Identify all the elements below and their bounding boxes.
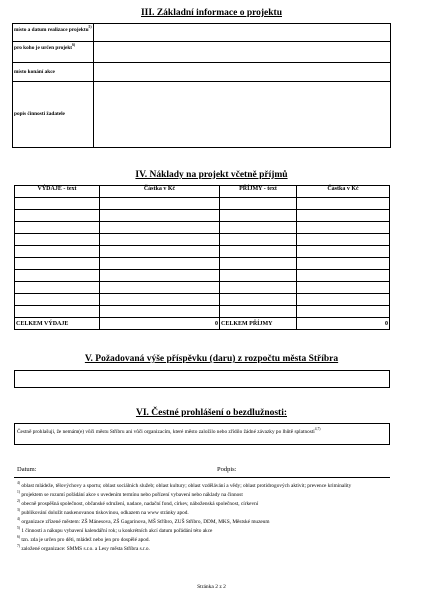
signature-divider xyxy=(14,477,390,478)
section4-title: IV. Náklady na projekt včetně příjmů xyxy=(135,170,288,180)
footnote-item xyxy=(17,543,389,552)
costs-row xyxy=(15,246,390,258)
footnote-text: projektem se rozumí pořádání akce s uvedením termínu nebo pořízení vybavení nebo náklady na činnost xyxy=(21,491,243,498)
section6-title: VI. Čestné prohlášení o bezdlužnosti: xyxy=(135,408,288,418)
costs-row xyxy=(15,234,390,246)
expense-amount-cell[interactable] xyxy=(100,294,220,306)
col-header-expenses: VÝDAJE - text xyxy=(15,186,100,198)
income-amount-cell[interactable] xyxy=(297,222,390,234)
info-label: pro koho je určen projekt$^{6)}$ xyxy=(13,42,94,63)
costs-row xyxy=(15,270,390,282)
income-text-cell[interactable] xyxy=(220,234,297,246)
costs-row xyxy=(15,294,390,306)
income-amount-cell[interactable] xyxy=(297,294,390,306)
total-expenses-value: 0 xyxy=(100,318,220,330)
costs-row xyxy=(15,306,390,318)
info-label: místo konání akce xyxy=(13,63,94,82)
col-header-amount: Částka v Kč xyxy=(297,186,390,198)
section5-title: V. Požadovaná výše příspěvku (daru) z rozpočtu města Stříbra xyxy=(84,354,339,364)
expense-amount-cell[interactable] xyxy=(100,246,220,258)
expense-text-cell[interactable] xyxy=(15,234,100,246)
income-amount-cell[interactable] xyxy=(297,270,390,282)
expense-amount-cell[interactable] xyxy=(100,258,220,270)
footnote-mark: 2) xyxy=(17,499,20,504)
footnote-mark: 3) xyxy=(17,508,20,513)
footnote-mark: 7) xyxy=(17,544,20,549)
expense-amount-cell[interactable] xyxy=(100,210,220,222)
declaration-box: Čestně prohlašuji, že nemám(e) vůči městu Stříbru ani vůči organizacím, které město založilo nebo zřídilo žádné závazky po lhůtě splatnosti$^{4,7)}$ xyxy=(14,423,390,445)
costs-row xyxy=(15,282,390,294)
requested-amount-field[interactable] xyxy=(14,370,390,388)
expense-text-cell[interactable] xyxy=(15,258,100,270)
footnote-item xyxy=(17,480,389,489)
info-value-field[interactable] xyxy=(94,63,391,82)
costs-total-row xyxy=(15,318,390,330)
income-text-cell[interactable] xyxy=(220,246,297,258)
expense-amount-cell[interactable] xyxy=(100,306,220,318)
expense-text-cell[interactable] xyxy=(15,246,100,258)
info-row-activity xyxy=(13,82,391,148)
footnote-text: publikování doložit naskenovanou tiskovinou, odkazem na www stránky apod. xyxy=(21,509,189,516)
expense-text-cell[interactable] xyxy=(15,294,100,306)
income-amount-cell[interactable] xyxy=(297,246,390,258)
info-value-field[interactable] xyxy=(94,24,391,42)
col-header-amount: Částka v Kč xyxy=(100,186,220,198)
info-label: místo a datum realizace projektu$^{5)}$ xyxy=(13,24,94,42)
footnote-mark: 4) xyxy=(17,481,20,485)
footnote-text: oblast mládeže, tělovýchovy a sportu; oblast sociálních služeb; oblast kultury; oblast vzdělávání a vědy; oblast protidrogových aktivit; prevence kriminality xyxy=(21,482,352,489)
income-amount-cell[interactable] xyxy=(297,210,390,222)
income-amount-cell[interactable] xyxy=(297,306,390,318)
footnote-item xyxy=(17,525,389,534)
costs-row xyxy=(15,258,390,270)
costs-row xyxy=(15,210,390,222)
footnote-item xyxy=(17,516,389,525)
income-text-cell[interactable] xyxy=(220,222,297,234)
total-income-label: CELKEM PŘÍJMY xyxy=(220,318,297,330)
footnote-item xyxy=(17,507,389,516)
page-number: Stránka 2 z 2 xyxy=(197,584,226,590)
footnote-text: založené organizace: SMMS s.r.o. a Lesy města Stříbra s.r.o. xyxy=(21,546,150,553)
footnote-mark: 6) xyxy=(17,535,20,540)
expense-text-cell[interactable] xyxy=(15,198,100,210)
expense-amount-cell[interactable] xyxy=(100,198,220,210)
expense-text-cell[interactable] xyxy=(15,306,100,318)
expense-amount-cell[interactable] xyxy=(100,234,220,246)
info-row-venue xyxy=(13,63,391,82)
col-header-income: PŘÍJMY - text xyxy=(220,186,297,198)
expense-amount-cell[interactable] xyxy=(100,270,220,282)
expense-text-cell[interactable] xyxy=(15,210,100,222)
project-info-table xyxy=(12,23,391,148)
expense-text-cell[interactable] xyxy=(15,270,100,282)
info-value-field[interactable] xyxy=(94,42,391,63)
info-label: popis činnosti žadatele xyxy=(13,82,94,148)
income-text-cell[interactable] xyxy=(220,306,297,318)
footnote-mark: 4) xyxy=(17,517,20,522)
costs-table xyxy=(14,185,390,330)
info-row-place-date xyxy=(13,24,391,42)
income-amount-cell[interactable] xyxy=(297,258,390,270)
income-amount-cell[interactable] xyxy=(297,234,390,246)
footnote-text: organizace zřízené městem: ZŠ Mánesova, ZŠ Gagarinova, MŠ Stříbro, ZUŠ Stříbro, DDM, MKS, Městské muzeum xyxy=(21,519,270,526)
footnote-item xyxy=(17,498,389,507)
total-income-value: 0 xyxy=(297,318,390,330)
footnote-text: tzn. zda je určen pro děti, mládež nebo jen pro dospělé apod. xyxy=(21,537,150,544)
date-label: Datum: xyxy=(17,466,37,473)
income-text-cell[interactable] xyxy=(220,198,297,210)
costs-row xyxy=(15,198,390,210)
info-row-target xyxy=(13,42,391,63)
income-text-cell[interactable] xyxy=(220,270,297,282)
footnote-text: 1 činnosti a nákupu vybavení kalendářní rok; u konkrétních akcí datum pořádání této akce xyxy=(21,528,213,535)
footnote-item xyxy=(17,489,389,498)
info-value-field[interactable] xyxy=(94,82,391,148)
costs-header-row xyxy=(15,186,390,198)
income-text-cell[interactable] xyxy=(220,282,297,294)
expense-text-cell[interactable] xyxy=(15,282,100,294)
signature-label: Podpis: xyxy=(217,466,237,473)
income-text-cell[interactable] xyxy=(220,210,297,222)
income-amount-cell[interactable] xyxy=(297,198,390,210)
total-expenses-label: CELKEM VÝDAJE xyxy=(15,318,100,330)
footnote-text: obecně prospěšná společnost, občanské sdružení, nadace, nadační fond, církev, náboženská společnost, církevní xyxy=(21,500,259,507)
section3-title: III. Základní informace o projektu xyxy=(140,8,283,18)
expense-text-cell[interactable] xyxy=(15,222,100,234)
income-text-cell[interactable] xyxy=(220,294,297,306)
expense-amount-cell[interactable] xyxy=(100,222,220,234)
footnotes-list xyxy=(17,480,389,553)
footnote-mark: 1) xyxy=(17,490,20,495)
footnote-mark: 5) xyxy=(17,526,20,531)
footnote-item xyxy=(17,534,389,543)
income-amount-cell[interactable] xyxy=(297,282,390,294)
costs-row xyxy=(15,222,390,234)
expense-amount-cell[interactable] xyxy=(100,282,220,294)
income-text-cell[interactable] xyxy=(220,258,297,270)
